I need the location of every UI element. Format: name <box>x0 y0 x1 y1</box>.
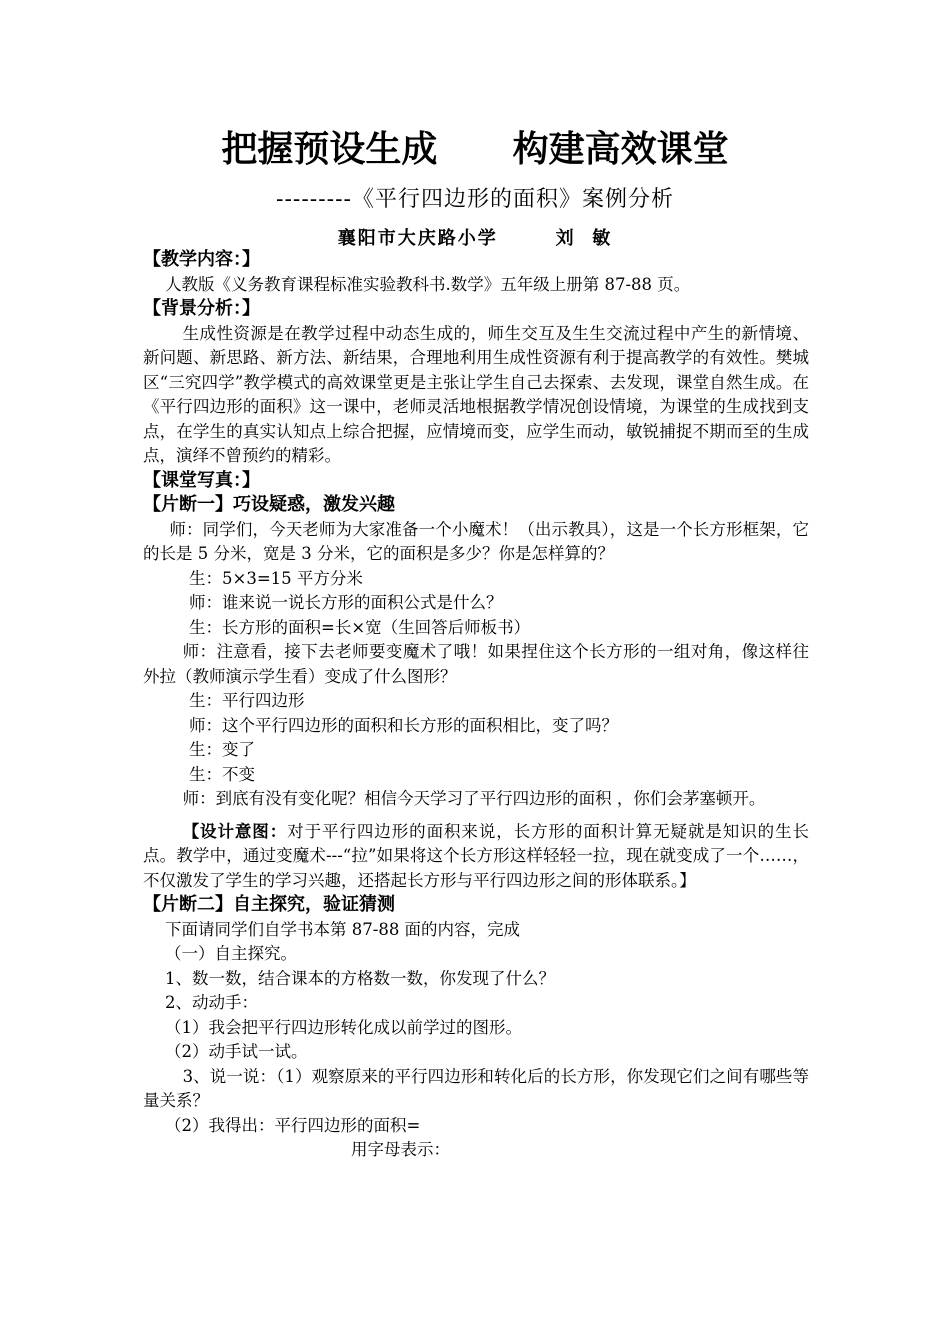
segment-two-intro: 下面请同学们自学书本第 87-88 面的内容，完成 <box>165 919 521 939</box>
design-intent-paragraph <box>143 820 809 894</box>
dialogue-line: 生：不变 <box>189 764 255 784</box>
task-item: （一）自主探究。 <box>165 944 297 963</box>
dialogue-line: 师：到底有没有变化呢？相信今天学习了平行四边形的面积 ，你们会茅塞顿开。 <box>182 789 766 808</box>
content-paragraph: 人教版《义务教育课程标准实验教科书.数学》五年级上册第 87-88 页。 <box>165 274 691 294</box>
section-heading-class: 【课堂写真：】 <box>143 469 260 491</box>
task-item: （2）动手试一试。 <box>165 1042 308 1061</box>
background-paragraph: 生成性资源是在教学过程中动态生成的，师生交互及生生交流过程中产生的新情境、新问题、新思路、新方法、新结果，合理地利用生成性资源有利于提高教学的有效性。樊城区“三究四学”教学模式的高效课堂更是主张让学生自己去探索、去发现，课堂自然生成。在《平行四边形的面积》这一课中，老师灵活地根据教学情况创设情境，为课堂的生成找到支点，在学生的真实认知点上综合把握，应情境而变，应学生而动，敏锐捕捉不期而至的生成点，演绎不曾预约的精彩。 <box>143 323 809 465</box>
task-item: 3、说一说：（1）观察原来的平行四边形和转化后的长方形，你发现它们之间有哪些等量关系？ <box>143 1066 809 1110</box>
author-line: 襄阳市大庆路小学 刘 敏 <box>337 228 613 249</box>
task-item: （1）我会把平行四边形转化成以前学过的图形。 <box>165 1017 522 1037</box>
formula-letter-line: 用字母表示： <box>351 1140 450 1159</box>
dialogue-line: 生：长方形的面积=长×宽（生回答后师板书） <box>189 617 531 637</box>
formula-line: （2）我得出：平行四边形的面积= <box>165 1115 421 1135</box>
section-heading-background: 【背景分析：】 <box>143 298 260 319</box>
section-heading-content: 【教学内容：】 <box>143 249 260 270</box>
document-body <box>143 248 809 1163</box>
dialogue-line: 师：同学们，今天老师为大家准备一个小魔术！（出示教具），这是一个长方形框架，它的长是 5 分米，宽是 3 分米，它的面积是多少？你是怎样算的？ <box>143 519 809 563</box>
document-title: 把握预设生成 构建高效课堂 <box>221 129 729 170</box>
design-intent-label: 【设计意图： <box>182 821 288 841</box>
document-subtitle: ---------《平行四边形的面积》案例分析 <box>276 187 674 212</box>
dialogue-line: 师：这个平行四边形的面积和长方形的面积相比，变了吗？ <box>189 715 618 735</box>
segment-one-heading: 【片断一】巧设疑惑，激发兴趣 <box>143 494 395 515</box>
task-item: 1、数一数，结合课本的方格数一数，你发现了什么？ <box>165 968 555 988</box>
dialogue-line: 生：变了 <box>189 740 255 759</box>
dialogue-line: 师：谁来说一说长方形的面积公式是什么？ <box>189 593 503 612</box>
segment-two-heading: 【片断二】自主探究，验证猜测 <box>143 894 395 915</box>
design-intent-text: 对于平行四边形的面积来说，长方形的面积计算无疑就是知识的生长点。教学中，通过变魔术---“拉”如果将这个长方形这样轻轻一拉，现在就变成了一个……，不仅激发了学生的学习兴趣，还搭起长方形与平行四边形之间的形体联系。】 <box>143 821 810 890</box>
dialogue-line: 生：5×3=15 平方分米 <box>189 568 363 588</box>
dialogue-line: 生：平行四边形 <box>189 691 305 710</box>
task-item: 2、动动手： <box>165 993 258 1012</box>
dialogue-line: 师：注意看，接下去老师要变魔术了哦！如果捏住这个长方形的一组对角，像这样往外拉（教师演示学生看）变成了什么图形？ <box>143 642 809 686</box>
